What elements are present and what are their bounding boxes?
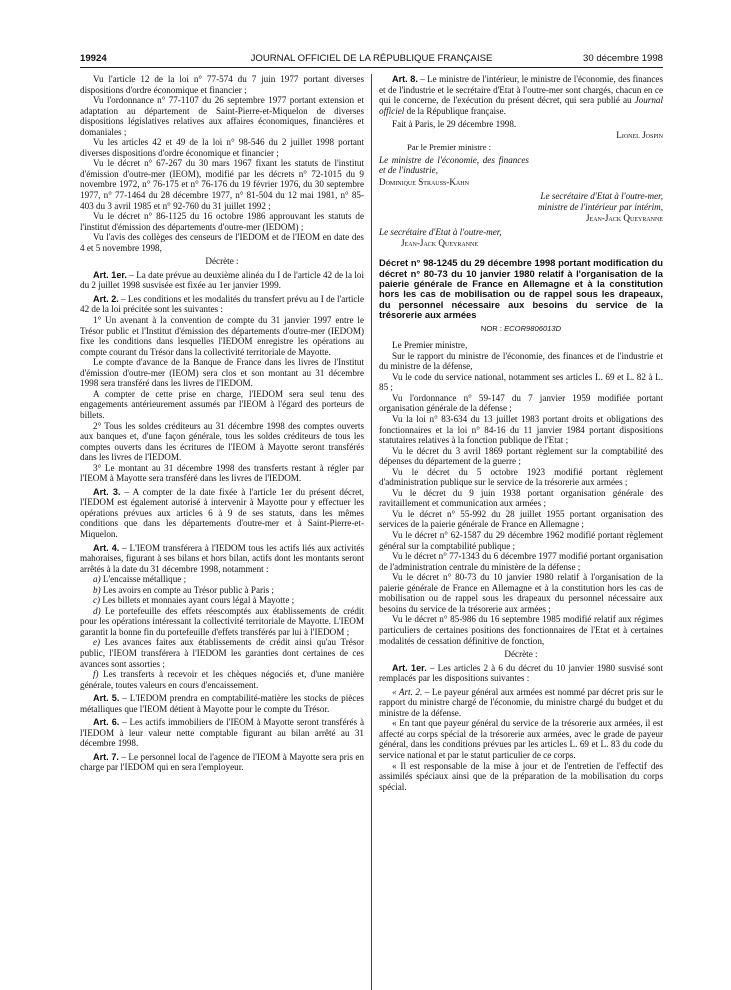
visa: Vu la loi n° 83-634 du 13 juillet 1983 portant droits et obligations des fonctionnaires et la loi n° 84-16 du 11 janvier 1984 portant dispositions statutaires relatives à la fonction publique de l'Etat ; <box>379 414 663 446</box>
visa: Vu le décret n° 85-986 du 16 septembre 1985 modifié relatif aux régimes particuliers de certaines positions des fonctionnaires de l'Etat et à certaines modalités de cessation définitive de fonction, <box>379 614 663 646</box>
nor-code: ECOR9806013D <box>504 323 562 333</box>
minister-economy-role: Le ministre de l'économie, des finances et de l'industrie, <box>379 154 529 176</box>
article-label: Art. 6. <box>93 717 120 728</box>
article-text: – A compter de la date fixée à l'article 1er du présent décret, l'IEDOM est également autorisé à intervenir à Mayotte pour y effectuer les opérations prévues aux articles 6 à 9 de ses statuts, dans les mêmes conditions que dans les départements d'outre-mer et à Saint-Pierre-et-Miquelon. <box>80 486 364 539</box>
visa: Vu le code du service national, notamment ses articles L. 69 et L. 82 à L. 85 ; <box>379 371 663 393</box>
list-item: d) Le portefeuille des effets réescomptés aux établissements de crédit pour les opérations intéressant la collectivité territoriale de Mayotte. L'IEOM garantit la bonne fin du portefeuille d'effets transférés par lui à l'IEDOM ; <box>80 605 364 637</box>
visa: Vu le décret du 9 juin 1938 portant organisation générale des ravitaillement et communication aux armées ; <box>379 487 663 509</box>
article-text: – Les actifs immobiliers de l'IEOM à Mayotte seront transférés à l'IEDOM à leur valeur nette comptable figurant au bilan arrêté au 31 décembre 1998. <box>80 717 365 749</box>
header-rule <box>80 67 663 68</box>
article-text: – L'IEDOM prendra en comptabilité-matière les stocks de pièces métalliques que l'IEOM détient à Mayotte pour le compte du Trésor. <box>80 693 364 714</box>
article-paragraph: 3° Le montant au 31 décembre 1998 des transferts restant à régler par l'IEOM à Mayotte sera transféré dans les livres de l'IEDOM. <box>80 462 364 484</box>
visa: Vu l'ordonnance n° 59-147 du 7 janvier 1959 modifiée portant organisation générale de la défense ; <box>379 392 663 414</box>
quoted-paragraph: « En tant que payeur général du service de la trésorerie aux armées, il est affecté au corps spécial de la trésorerie aux armées, avec le grade de payeur général, dans les conditions prévues par les articles L. 69 et L. 83 du code du service national et par le statut particulier de ce corps. <box>379 718 663 760</box>
article-label: Art. 1er. <box>392 662 427 673</box>
visa: Vu le décret du 5 octobre 1923 modifié portant règlement d'administration publique sur le service de la trésorerie aux armées ; <box>379 466 663 488</box>
article-label: Art. 8. <box>392 74 418 84</box>
visa: Vu le décret n° 67-267 du 30 mars 1967 fixant les statuts de l'institut d'émission d'outre-mer (IEOM), modifié par les décrets n° 72-1015 du 9 novembre 1972, n° 76-175 et n° 76-176 du 19 février 1976, du 30 septembre 1977, n° 77-1464 du 28 décembre 1977, n° 81-504 du 12 mai 1981, n° 85-403 du 3 avril 1985 et n° 92-760 du 31 juillet 1992 ; <box>80 158 364 211</box>
secretary-role: Le secrétaire d'Etat à l'outre-mer, <box>540 191 663 202</box>
article-label: Art. 4. <box>93 542 120 553</box>
visa: Vu le décret n° 77-1343 du 6 décembre 1977 modifié portant organisation de l'administration centrale du ministère de la défense ; <box>379 551 663 572</box>
secretary-name: Jean-Jack Queyranne <box>585 212 663 223</box>
journal-reference: Journal officiel <box>379 95 663 116</box>
visa: Vu le décret n° 80-73 du 10 janvier 1980 relatif à l'organisation de la paierie générale de France en Allemagne et à la constitution hors les cas de mobilisation ou de rappel sous les drapeaux du personnel nécessaire aux besoins du service de la trésorerie aux armées ; <box>379 572 663 614</box>
article-1 <box>379 663 663 684</box>
list-item: f) Les transferts à recevoir et les chèques négociés et, d'une manière générale, toutes valeurs en cours d'encaissement. <box>80 669 364 690</box>
article-8: Art. 8. – Le ministre de l'intérieur, le ministre de l'économie, des finances et de l'industrie et le secrétaire d'Etat à l'outre-mer sont chargés, chacun en ce qui le concerne, de l'exécution du présent décret, qui sera publié au Journal officiel de la République française. <box>379 74 663 116</box>
quoted-paragraph: « Il est responsable de la mise à jour et de l'entretien de l'effectif des assimilés spéciaux ainsi que de la préparation de la mobilisation du corps spécial. <box>379 760 663 792</box>
article-5 <box>80 693 364 714</box>
par-le-premier-ministre: Par le Premier ministre : <box>407 142 492 153</box>
article-paragraph: Le compte d'avance de la Banque de France dans les livres de l'Institut d'émission d'outre-mer (IEOM) sera clos et son montant au 31 décembre 1998 sera transféré dans les livres de l'IEDOM. <box>80 357 364 389</box>
visa: Vu l'avis des collèges des censeurs de l'IEDOM et de l'IEOM en date des 4 et 5 novembre 1998, <box>80 232 364 253</box>
article-label: Art. 5. <box>93 693 120 704</box>
visa: Vu le décret n° 55-992 du 28 juillet 1955 portant organisation des services de la paierie générale de France en Allemagne ; <box>379 508 663 530</box>
secretary-role: Le secrétaire d'Etat à l'outre-mer, <box>379 227 502 238</box>
premier-ministre: Le Premier ministre, <box>392 340 468 351</box>
visa: Vu les articles 42 et 49 de la loi n° 98-546 du 2 juillet 1998 portant diverses dispositions d'ordre économique et financier ; <box>80 137 364 158</box>
quoted-article-2: « Art. 2. – Le payeur général aux armées est nommé par décret pris sur le rapport du ministre chargé de l'économie, du ministre chargé du budget et du ministre de la défense. <box>379 686 663 718</box>
issue-date: 30 décembre 1998 <box>582 53 663 64</box>
article-label: Art. 7. <box>93 751 119 762</box>
journal-title: JOURNAL OFFICIEL DE LA RÉPUBLIQUE FRANÇAISE <box>250 53 493 64</box>
fait-a-paris: Fait à Paris, le 29 décembre 1998. <box>392 119 517 130</box>
nor-reference: NOR : ECOR9806013D <box>480 323 562 333</box>
list-item: a) L'encaisse métallique ; <box>93 574 187 585</box>
secretary-interim-role: ministre de l'intérieur par intérim, <box>537 202 663 213</box>
article-text: – Le personnel local de l'agence de l'IEOM à Mayotte sera pris en charge par l'IEDOM qui en sera l'employeur. <box>80 751 364 773</box>
article-2 <box>80 294 364 315</box>
article-text: – Les conditions et les modalités du transfert prévu au I de l'article 42 de la loi précitée sont les suivantes : <box>80 293 364 315</box>
article-1 <box>80 270 364 291</box>
list-item: e) Les avances faites aux établissements de crédit ainsi qu'au Trésor public, l'IEOM transférera à l'IEDOM les garanties dont certaines de ces avances sont assorties ; <box>80 637 364 669</box>
visa: Vu l'article 12 de la loi n° 77-574 du 7 juin 1977 portant diverses dispositions d'ordre économique et financier ; <box>80 74 364 95</box>
article-3 <box>80 487 364 540</box>
decree-title: Décret n° 98-1245 du 29 décembre 1998 portant modification du décret n° 80-73 du 10 janvier 1980 relatif à l'organisation de la paierie générale de France en Allemagne et à la constitution hors les cas de mobilisation ou de rappel sous les drapeaux, du personnel nécessaire aux besoins du service de la trésorerie aux armées <box>379 257 663 321</box>
article-label: Art. 1er. <box>93 269 127 280</box>
minister-economy-name: Dominique Strauss-Kahn <box>379 176 469 187</box>
decrete-heading: Décrète : <box>205 256 239 267</box>
list-item: c) Les billets et monnaies ayant cours légal à Mayotte ; <box>93 595 295 606</box>
signer-premier-ministre: Lionel Jospin <box>616 129 663 140</box>
visa: Vu le décret du 3 avril 1869 portant règlement sur la comptabilité des dépenses du département de la guerre ; <box>379 445 663 467</box>
article-4 <box>80 543 364 575</box>
list-item: b) Les avoirs en compte au Trésor public à Paris ; <box>93 584 274 595</box>
visa: Vu l'ordonnance n° 77-1107 du 26 septembre 1977 portant extension et adaptation au département de Saint-Pierre-et-Miquelon de diverses dispositions législatives relatives aux affaires économiques, financières et domaniales ; <box>80 95 364 137</box>
decrete-heading: Décrète : <box>504 649 538 660</box>
article-text: – L'IEOM transférera à l'IEDOM tous les actifs liés aux activités mahoraises, figurant à ses bilans et hors bilan, actifs dont les montants seront arrêtés à la date du 31 décembre 1998, notamment : <box>80 542 364 574</box>
column-divider <box>371 74 372 990</box>
page-number: 19924 <box>80 53 107 64</box>
article-text: – Les articles 2 à 6 du décret du 10 janvier 1980 susvisé sont remplacés par les dispositions suivantes : <box>379 662 663 684</box>
article-6 <box>80 717 364 749</box>
article-label: Art. 2. <box>93 293 119 304</box>
article-paragraph: 2° Tous les soldes créditeurs au 31 décembre 1998 des comptes ouverts aux banques et, d'une façon générale, tous les soldes créditeurs de tous les comptes ouverts dans les écritures de l'IEOM à Mayotte seront transférés dans les livres de l'IEDOM. <box>80 420 364 463</box>
article-label: Art. 3. <box>93 486 121 497</box>
article-paragraph: 1° Un avenant à la convention de compte du 31 janvier 1997 entre le Trésor public et l'Institut d'émission des départements d'outre-mer (IEDOM) fixe les conditions dans lesquelles l'IEDOM enregistre les opérations au compte courant du Trésor dans la collectivité territoriale de Mayotte. <box>80 315 364 357</box>
article-text: – La date prévue au deuxième alinéa du I de l'article 42 de la loi du 2 juillet 1998 susvisée est fixée au 1er janvier 1999. <box>80 269 364 291</box>
right-column <box>379 74 663 792</box>
article-7 <box>80 752 364 773</box>
page-header <box>80 53 663 67</box>
left-column <box>80 74 364 773</box>
visa: Vu le décret n° 62-1587 du 29 décembre 1962 modifié portant règlement général sur la comptabilité publique ; <box>379 530 663 551</box>
visa: Vu le décret n° 86-1125 du 16 octobre 1986 approuvant les statuts de l'institut d'émission des départements d'outre-mer (IEDOM) ; <box>80 211 364 232</box>
visa: Sur le rapport du ministre de l'économie, des finances et de l'industrie et du ministre de la défense, <box>379 350 663 372</box>
secretary-name: Jean-Jack Queyranne <box>401 237 479 248</box>
article-paragraph: A compter de cette prise en charge, l'IEDOM sera seul tenu des engagements antérieurement assumés par l'IEOM à l'égard des porteurs de billets. <box>80 388 364 420</box>
